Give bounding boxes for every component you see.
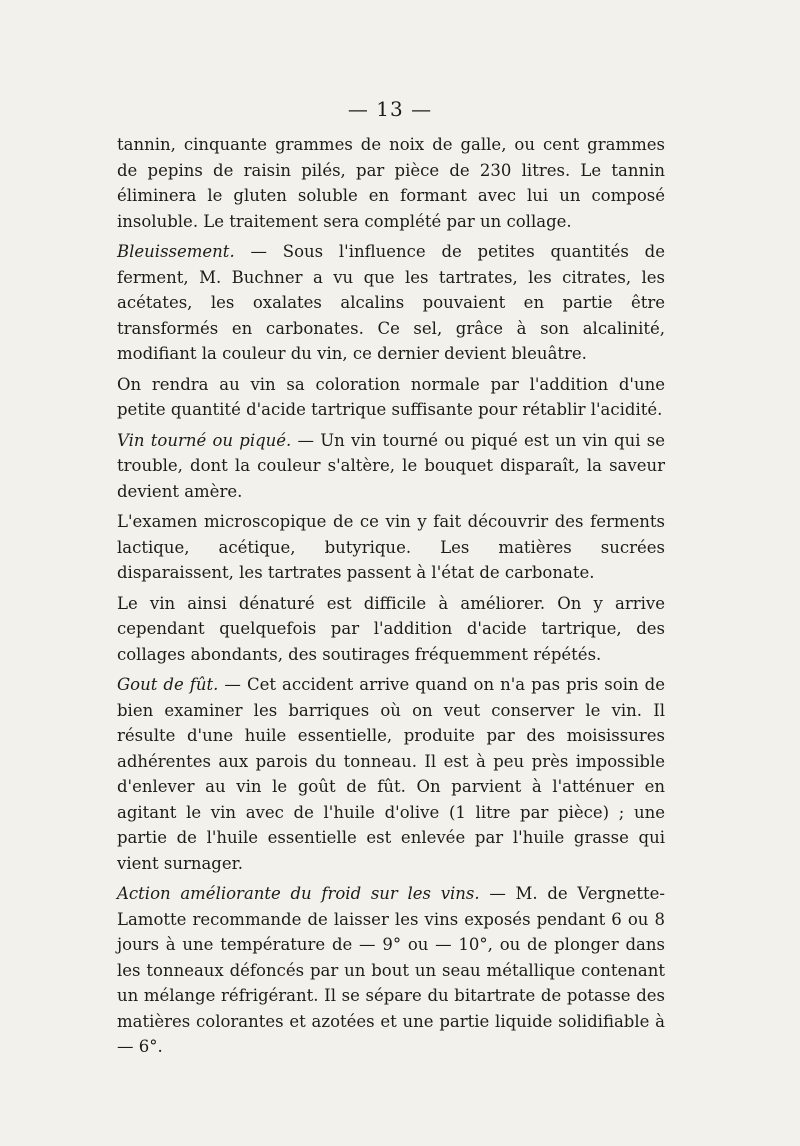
paragraph-text: L'examen microscopique de ce vin y fait découvrir des ferments lactique, acétique, butyrique. Les matières sucrées disparaissent, les tartrates passent à l'état de carbonate. (117, 512, 665, 582)
paragraph-vin-denature (117, 591, 665, 668)
paragraph-gout-de-fut (117, 672, 665, 876)
paragraph-action-froid (117, 881, 665, 1060)
paragraph-text: — M. de Vergnette-Lamotte recommande de laisser les vins exposés pendant 6 ou 8 jours à une température de — 9° ou — 10°, ou de plonger dans les tonneaux défoncés par un bout un seau métallique contenant un mélange réfrigérant. Il se sépare du bitartrate de potasse des matières colorantes et azotées et une partie liquide solidifiable à — 6°. (117, 884, 665, 1056)
paragraph-text: — Sous l'influence de petites quantités de ferment, M. Buchner a vu que les tartrates, les citrates, les acétates, les oxalates alcalins pouvaient en partie être transformés en carbonates. Ce sel, grâce à son alcalinité, modifiant la couleur du vin, ce dernier devient bleuâtre. (117, 242, 665, 363)
paragraph-vin-tourne (117, 428, 665, 505)
paragraph-text: tannin, cinquante grammes de noix de galle, ou cent grammes de pepins de raisin pilés, par pièce de 230 litres. Le tannin éliminera le gluten soluble en formant avec lui un composé insoluble. Le traitement sera complété par un collage. (117, 135, 665, 231)
body-text (117, 132, 665, 1065)
page-number: — 13 — (347, 97, 433, 121)
paragraph-text: Le vin ainsi dénaturé est difficile à améliorer. On y arrive cependant quelquefois par l'addition d'acide tartrique, des collages abondants, des soutirages fréquemment répétés. (117, 593, 665, 664)
paragraph-text: — Cet accident arrive quand on n'a pas pris soin de bien examiner les barriques où on veut conserver le vin. Il résulte d'une huile essentielle, produite par des moisissures adhérentes aux parois du tonneau. Il est à peu près impossible d'enlever au vin le goût de fût. On parvient à l'atténuer en agitant le vin avec de l'huile d'olive (1 litre par pièce) ; une partie de l'huile essentielle est enlevée par l'huile grasse qui vient surnager. (117, 675, 665, 873)
section-heading-action-froid: Action améliorante du froid sur les vins. (117, 884, 480, 903)
paragraph-tannin (117, 132, 665, 234)
section-heading-bleuissement: Bleuissement. (117, 242, 235, 261)
paragraph-text: On rendra au vin sa coloration normale par l'addition d'une petite quantité d'acide tartrique suffisante pour rétablir l'acidité. (117, 374, 665, 419)
paragraph-coloration (117, 372, 665, 423)
paragraph-examen (117, 509, 665, 586)
section-heading-gout-de-fut: Gout de fût. (117, 675, 219, 694)
section-heading-vin-tourne: Vin tourné ou piqué. (117, 430, 292, 450)
paragraph-text: — Un vin tourné ou piqué est un vin qui se trouble, dont la couleur s'altère, le bouquet disparaît, la saveur devient amère. (117, 430, 665, 501)
paragraph-bleuissement (117, 239, 665, 367)
